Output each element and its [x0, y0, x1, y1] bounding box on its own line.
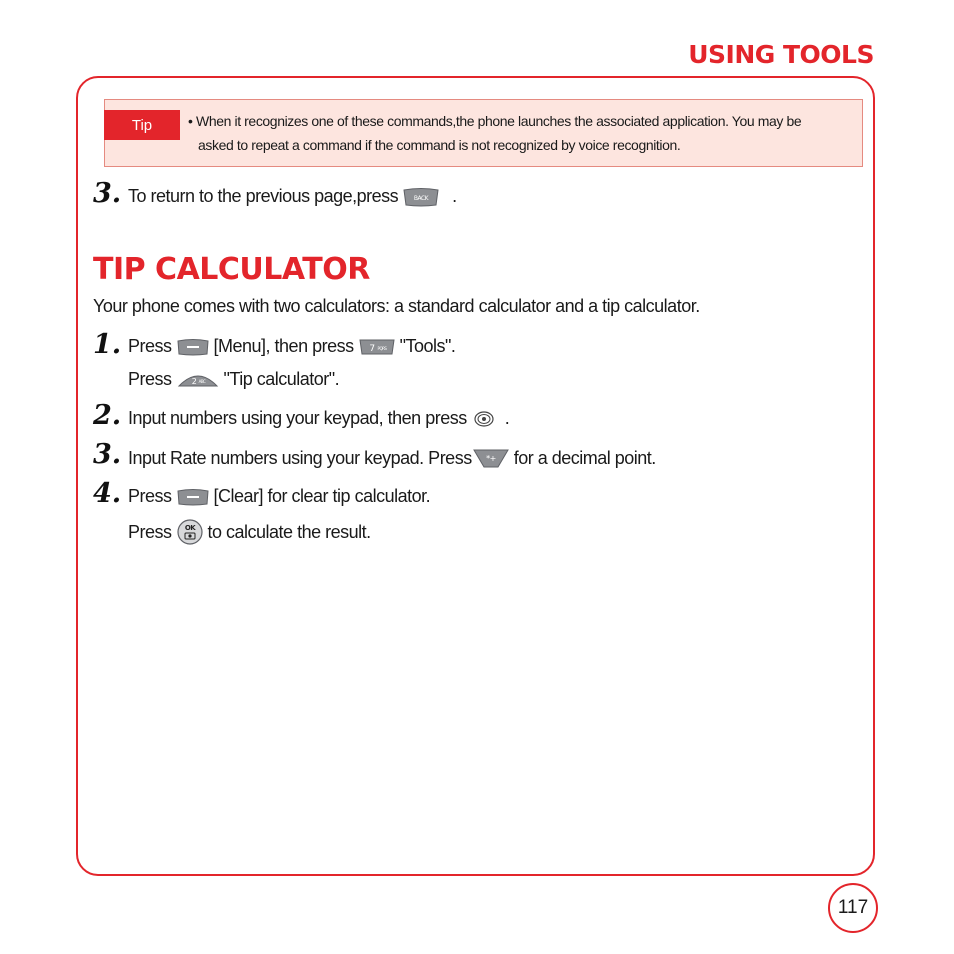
- tip-line-1: • When it recognizes one of these commands,the phone launches the associated application. You may be: [188, 113, 802, 129]
- ok-camera-key-icon: [176, 518, 204, 546]
- page-number: 117: [828, 883, 878, 933]
- svg-text:PQRS: PQRS: [377, 345, 387, 351]
- step-number: 3.: [93, 439, 122, 470]
- intro-text: Your phone comes with two calculators: a standard calculator and a tip calculator.: [93, 296, 700, 316]
- star-key-icon: [472, 447, 510, 469]
- svg-text:*+: *+: [485, 454, 496, 463]
- step-3-line: Input Rate numbers using your keypad. Press *+ for a decimal point.: [128, 447, 656, 468]
- tip-label: Tip: [104, 110, 180, 140]
- section-heading: TIP CALCULATOR: [93, 252, 370, 287]
- key-7-icon: [358, 337, 396, 357]
- step-number: 1.: [93, 329, 122, 360]
- svg-text:BACK: BACK: [414, 194, 429, 202]
- step-number: 4.: [93, 478, 122, 509]
- key-2-icon: [176, 368, 220, 390]
- svg-text:2: 2: [191, 377, 196, 386]
- step-number: 2.: [93, 400, 122, 431]
- soft-key-icon: [176, 337, 210, 357]
- section-title: USING TOOLS: [688, 40, 874, 69]
- step-1-line-1: Press [Menu], then press 7 PQRS "Tools".: [128, 336, 456, 356]
- step-4-line-1: Press [Clear] for clear tip calculator.: [128, 486, 431, 506]
- svg-text:OK: OK: [184, 524, 195, 532]
- back-key-icon: [402, 187, 440, 207]
- step-number: 3.: [93, 178, 122, 209]
- prev-step-line: To return to the previous page,press BACK .: [128, 186, 457, 206]
- tip-line-2: asked to repeat a command if the command is not recognized by voice recognition.: [198, 137, 681, 153]
- tip-text: [188, 109, 848, 157]
- soft-key-icon: [176, 487, 210, 507]
- tip-bullet: •: [188, 113, 193, 129]
- voice-key-icon: [471, 409, 497, 429]
- svg-text:7: 7: [368, 343, 375, 354]
- svg-text:ABC: ABC: [198, 379, 205, 384]
- step-1-line-2: Press 2 ABC "Tip calculator".: [128, 368, 340, 389]
- step-4-line-2: Press OK to calculate the result.: [128, 518, 371, 546]
- step-2-line: Input numbers using your keypad, then press .: [128, 408, 510, 428]
